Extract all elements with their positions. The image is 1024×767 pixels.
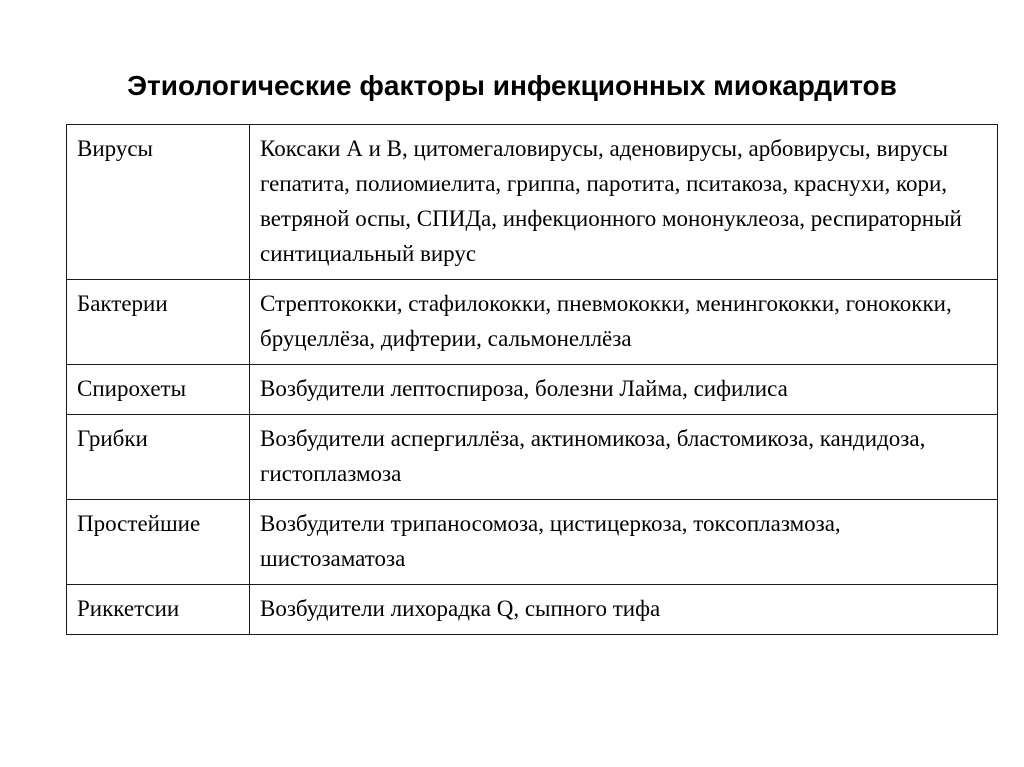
category-cell: Бактерии (67, 280, 250, 365)
agents-cell: Возбудители трипаносомоза, цистицеркоза, токсоплазмоза, шистозаматоза (250, 500, 998, 585)
category-cell: Риккетсии (67, 585, 250, 635)
table-row (67, 585, 998, 635)
etiology-table (66, 124, 998, 635)
agents-cell: Возбудители лептоспироза, болезни Лайма, сифилиса (250, 365, 998, 415)
agents-cell: Возбудители лихорадка Q, сыпного тифа (250, 585, 998, 635)
table-row (67, 500, 998, 585)
table-row (67, 365, 998, 415)
agents-cell: Стрептококки, стафилококки, пневмококки, менингококки, гонококки, бруцеллёза, дифтерии, сальмонеллёза (250, 280, 998, 365)
category-cell: Простейшие (67, 500, 250, 585)
agents-cell: Возбудители аспергиллёза, актиномикоза, бластомикоза, кандидоза, гистоплазмоза (250, 415, 998, 500)
page-title: Этиологические факторы инфекционных миокардитов (127, 70, 897, 101)
category-cell: Грибки (67, 415, 250, 500)
table-row (67, 125, 998, 280)
agents-cell: Коксаки А и В, цитомегаловирусы, аденовирусы, арбовирусы, вирусы гепатита, полиомиелита, гриппа, паротита, пситакоза, краснухи, кори, ветряной оспы, СПИДа, инфекционного мононуклеоза, респираторный синтициальный вирус (250, 125, 998, 280)
category-cell: Вирусы (67, 125, 250, 280)
table-row (67, 415, 998, 500)
category-cell: Спирохеты (67, 365, 250, 415)
table-row (67, 280, 998, 365)
